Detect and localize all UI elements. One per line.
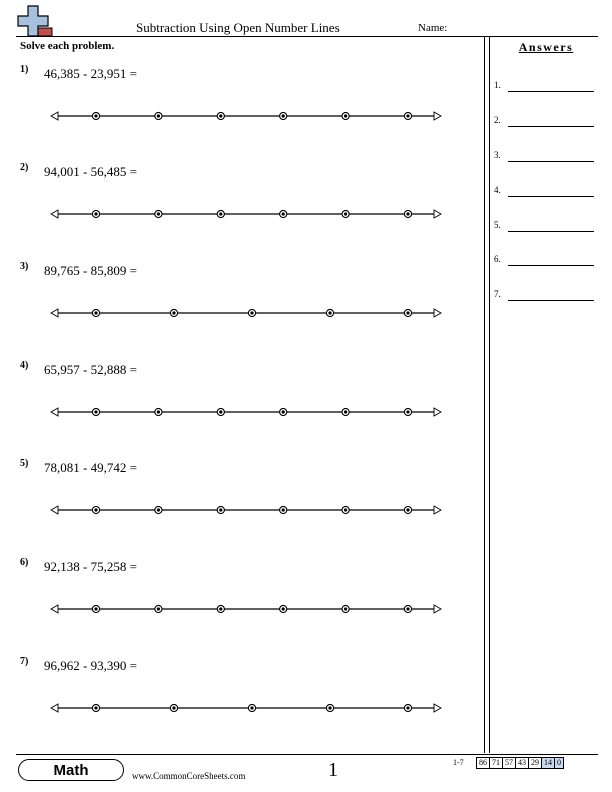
right-arrow-icon <box>434 309 441 317</box>
name-label: Name: <box>418 22 448 34</box>
tick-point-center <box>406 508 409 511</box>
tick-point-center <box>172 706 175 709</box>
answer-blank[interactable] <box>508 196 594 197</box>
problem-number: 6) <box>20 557 29 568</box>
instructions: Solve each problem. <box>20 40 115 52</box>
answers-heading: Answers <box>518 40 574 54</box>
right-arrow-icon <box>434 112 441 120</box>
tick-point-center <box>94 114 97 117</box>
score-cell: 0 <box>555 758 564 769</box>
tick-point-center <box>406 311 409 314</box>
problem-number: 3) <box>20 261 29 272</box>
tick-point-center <box>94 508 97 511</box>
open-number-line <box>50 405 444 419</box>
score-cell: 29 <box>529 758 542 769</box>
tick-point-center <box>344 114 347 117</box>
right-arrow-icon <box>434 605 441 613</box>
open-number-line <box>50 503 444 517</box>
tick-point-center <box>328 311 331 314</box>
problem-number: 2) <box>20 162 29 173</box>
score-cell: 71 <box>490 758 503 769</box>
left-arrow-icon <box>51 309 58 317</box>
problem-equation: 96,962 - 93,390 = <box>44 658 137 673</box>
tick-point-center <box>344 212 347 215</box>
answer-row <box>494 254 598 268</box>
answer-row <box>494 289 598 303</box>
tick-point-center <box>94 706 97 709</box>
right-arrow-icon <box>434 210 441 218</box>
tick-point-center <box>219 607 222 610</box>
score-cell: 14 <box>542 758 555 769</box>
score-table <box>476 757 564 769</box>
page-number: 1 <box>328 759 338 781</box>
answer-blank[interactable] <box>508 300 594 301</box>
score-cell: 57 <box>503 758 516 769</box>
left-arrow-icon <box>51 605 58 613</box>
tick-point-center <box>328 706 331 709</box>
tick-point-center <box>172 311 175 314</box>
left-arrow-icon <box>51 210 58 218</box>
answer-blank[interactable] <box>508 265 594 266</box>
tick-point-center <box>250 706 253 709</box>
answer-blank[interactable] <box>508 91 594 92</box>
tick-point-center <box>157 508 160 511</box>
problem-equation: 92,138 - 75,258 = <box>44 559 137 574</box>
tick-point-center <box>157 410 160 413</box>
tick-point-center <box>219 410 222 413</box>
open-number-line <box>50 701 444 715</box>
tick-point-center <box>157 114 160 117</box>
tick-point-center <box>406 212 409 215</box>
answer-number: 2. <box>494 115 501 125</box>
problem-equation: 78,081 - 49,742 = <box>44 460 137 475</box>
tick-point-center <box>344 607 347 610</box>
tick-point-center <box>344 508 347 511</box>
plus-pencil-logo-icon <box>16 4 56 38</box>
right-arrow-icon <box>434 506 441 514</box>
problem-equation: 65,957 - 52,888 = <box>44 362 137 377</box>
tick-point-center <box>219 212 222 215</box>
header-rule <box>16 36 598 37</box>
tick-point-center <box>282 508 285 511</box>
answer-blank[interactable] <box>508 231 594 232</box>
right-arrow-icon <box>434 408 441 416</box>
answer-number: 5. <box>494 220 501 230</box>
tick-point-center <box>94 212 97 215</box>
problem-equation: 46,385 - 23,951 = <box>44 66 137 81</box>
left-arrow-icon <box>51 506 58 514</box>
open-number-line <box>50 207 444 221</box>
tick-point-center <box>406 410 409 413</box>
open-number-line <box>50 109 444 123</box>
tick-point-center <box>157 212 160 215</box>
answer-row <box>494 150 598 164</box>
answer-number: 7. <box>494 289 501 299</box>
tick-point-center <box>94 410 97 413</box>
answer-number: 6. <box>494 254 501 264</box>
left-arrow-icon <box>51 112 58 120</box>
answer-column-divider <box>484 37 490 753</box>
answer-row <box>494 115 598 129</box>
footer-rule <box>16 754 598 755</box>
problem-number: 1) <box>20 64 29 75</box>
tick-point-center <box>406 706 409 709</box>
answer-row <box>494 185 598 199</box>
answer-row <box>494 220 598 234</box>
open-number-line <box>50 602 444 616</box>
tick-point-center <box>282 607 285 610</box>
problem-equation: 89,765 - 85,809 = <box>44 263 137 278</box>
left-arrow-icon <box>51 408 58 416</box>
answer-blank[interactable] <box>508 126 594 127</box>
answer-blank[interactable] <box>508 161 594 162</box>
tick-point-center <box>94 311 97 314</box>
tick-point-center <box>219 508 222 511</box>
tick-point-center <box>282 114 285 117</box>
tick-point-center <box>250 311 253 314</box>
answer-number: 1. <box>494 80 501 90</box>
answer-row <box>494 80 598 94</box>
problem-range: 1-7 <box>453 758 464 767</box>
score-cell: 43 <box>516 758 529 769</box>
problem-equation: 94,001 - 56,485 = <box>44 164 137 179</box>
worksheet-title: Subtraction Using Open Number Lines <box>136 20 340 35</box>
problem-number: 4) <box>20 360 29 371</box>
tick-point-center <box>94 607 97 610</box>
left-arrow-icon <box>51 704 58 712</box>
tick-point-center <box>219 114 222 117</box>
answer-number: 3. <box>494 150 501 160</box>
math-badge: Math <box>18 759 124 781</box>
open-number-line <box>50 306 444 320</box>
site-url: www.CommonCoreSheets.com <box>132 771 246 781</box>
right-arrow-icon <box>434 704 441 712</box>
score-cell: 86 <box>477 758 490 769</box>
tick-point-center <box>157 607 160 610</box>
problem-number: 5) <box>20 458 29 469</box>
tick-point-center <box>406 114 409 117</box>
tick-point-center <box>406 607 409 610</box>
tick-point-center <box>282 410 285 413</box>
problem-number: 7) <box>20 656 29 667</box>
tick-point-center <box>282 212 285 215</box>
tick-point-center <box>344 410 347 413</box>
answer-number: 4. <box>494 185 501 195</box>
